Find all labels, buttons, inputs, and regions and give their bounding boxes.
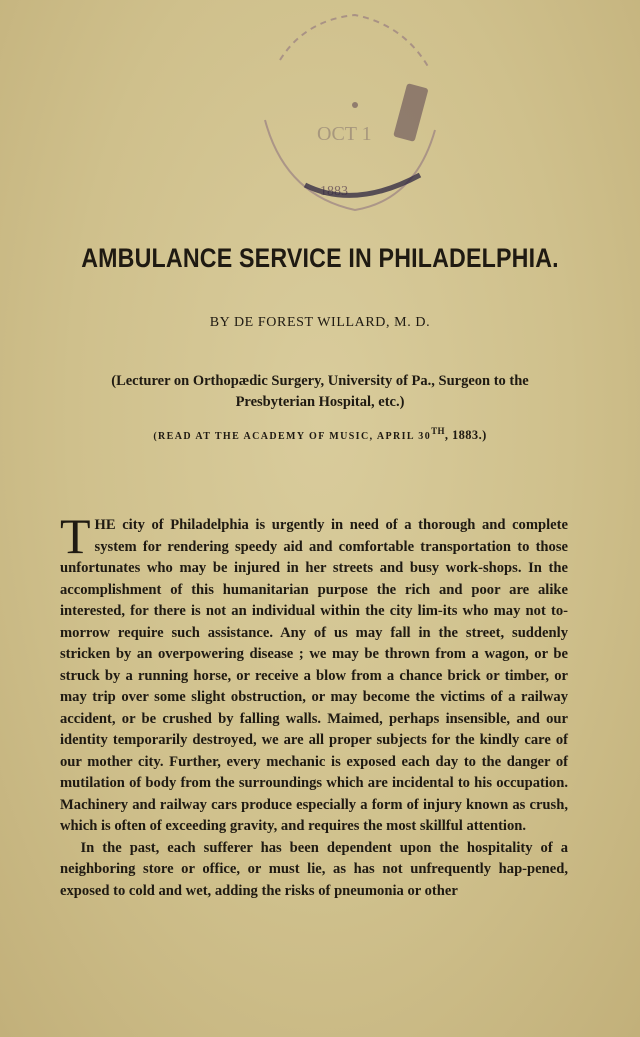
read-at-text: (READ AT THE ACADEMY OF MUSIC, APRIL 30 <box>153 431 432 443</box>
affiliation-line-2: Presbyterian Hospital, etc.) <box>235 394 405 410</box>
article-title: AMBULANCE SERVICE IN PHILADELPHIA. <box>81 243 559 273</box>
affiliation-line-1: (Lecturer on Orthopædic Surgery, University of Pa., Surgeon to the <box>111 373 529 389</box>
library-stamp <box>245 0 445 215</box>
author-byline: BY DE FOREST WILLARD, M. D. <box>209 315 431 330</box>
stamp-text-bottom: 1883 <box>320 184 348 199</box>
paragraph-1 <box>60 508 568 838</box>
paragraph-1-text: HE city of Philadelphia is urgently in need of a thorough and complete system for rendering speedy aid and comfortable transportation to those unfortunates who may be injured in her streets and busy work-shops. In the accomplishment of this humanitarian purpose the rich and poor are alike interested, for there is not an individual within the city lim-its who may not to-morrow require such assistance. Any of us may fall in the street, suddenly stricken by an overpowering disease ; we may be thrown from a wagon, or be struck by a running horse, or receive a blow from a chance brick or timber, or may trip over some slight obstruction, or may become the victims of a railway accident, or be crushed by falling walls. Maimed, perhaps insensible, and our identity temporarily destroyed, we are all proper subjects for the kindly care of our mother city. Further, every mechanic is exposed each day to the danger of mutilation of body from the surroundings which are incidental to his occupation. Machinery and railway cars produce especially a form of injury known as crush, which is often of exceeding gravity, and requires the most skillful attention. <box>60 517 568 834</box>
article-body <box>60 508 568 902</box>
drop-cap: T <box>60 508 91 564</box>
read-at-year: , 1883.) <box>444 428 487 443</box>
read-at-ordinal: TH <box>431 426 445 436</box>
read-at-note <box>0 426 640 443</box>
stamp-text-top: OCT 1 <box>317 123 372 145</box>
author-affiliation <box>0 371 640 413</box>
paragraph-2: In the past, each sufferer has been dependent upon the hospitality of a neighboring store or office, or must lie, as has not unfrequently hap-pened, exposed to cold and wet, adding the risks of pneumonia or other <box>60 839 568 899</box>
